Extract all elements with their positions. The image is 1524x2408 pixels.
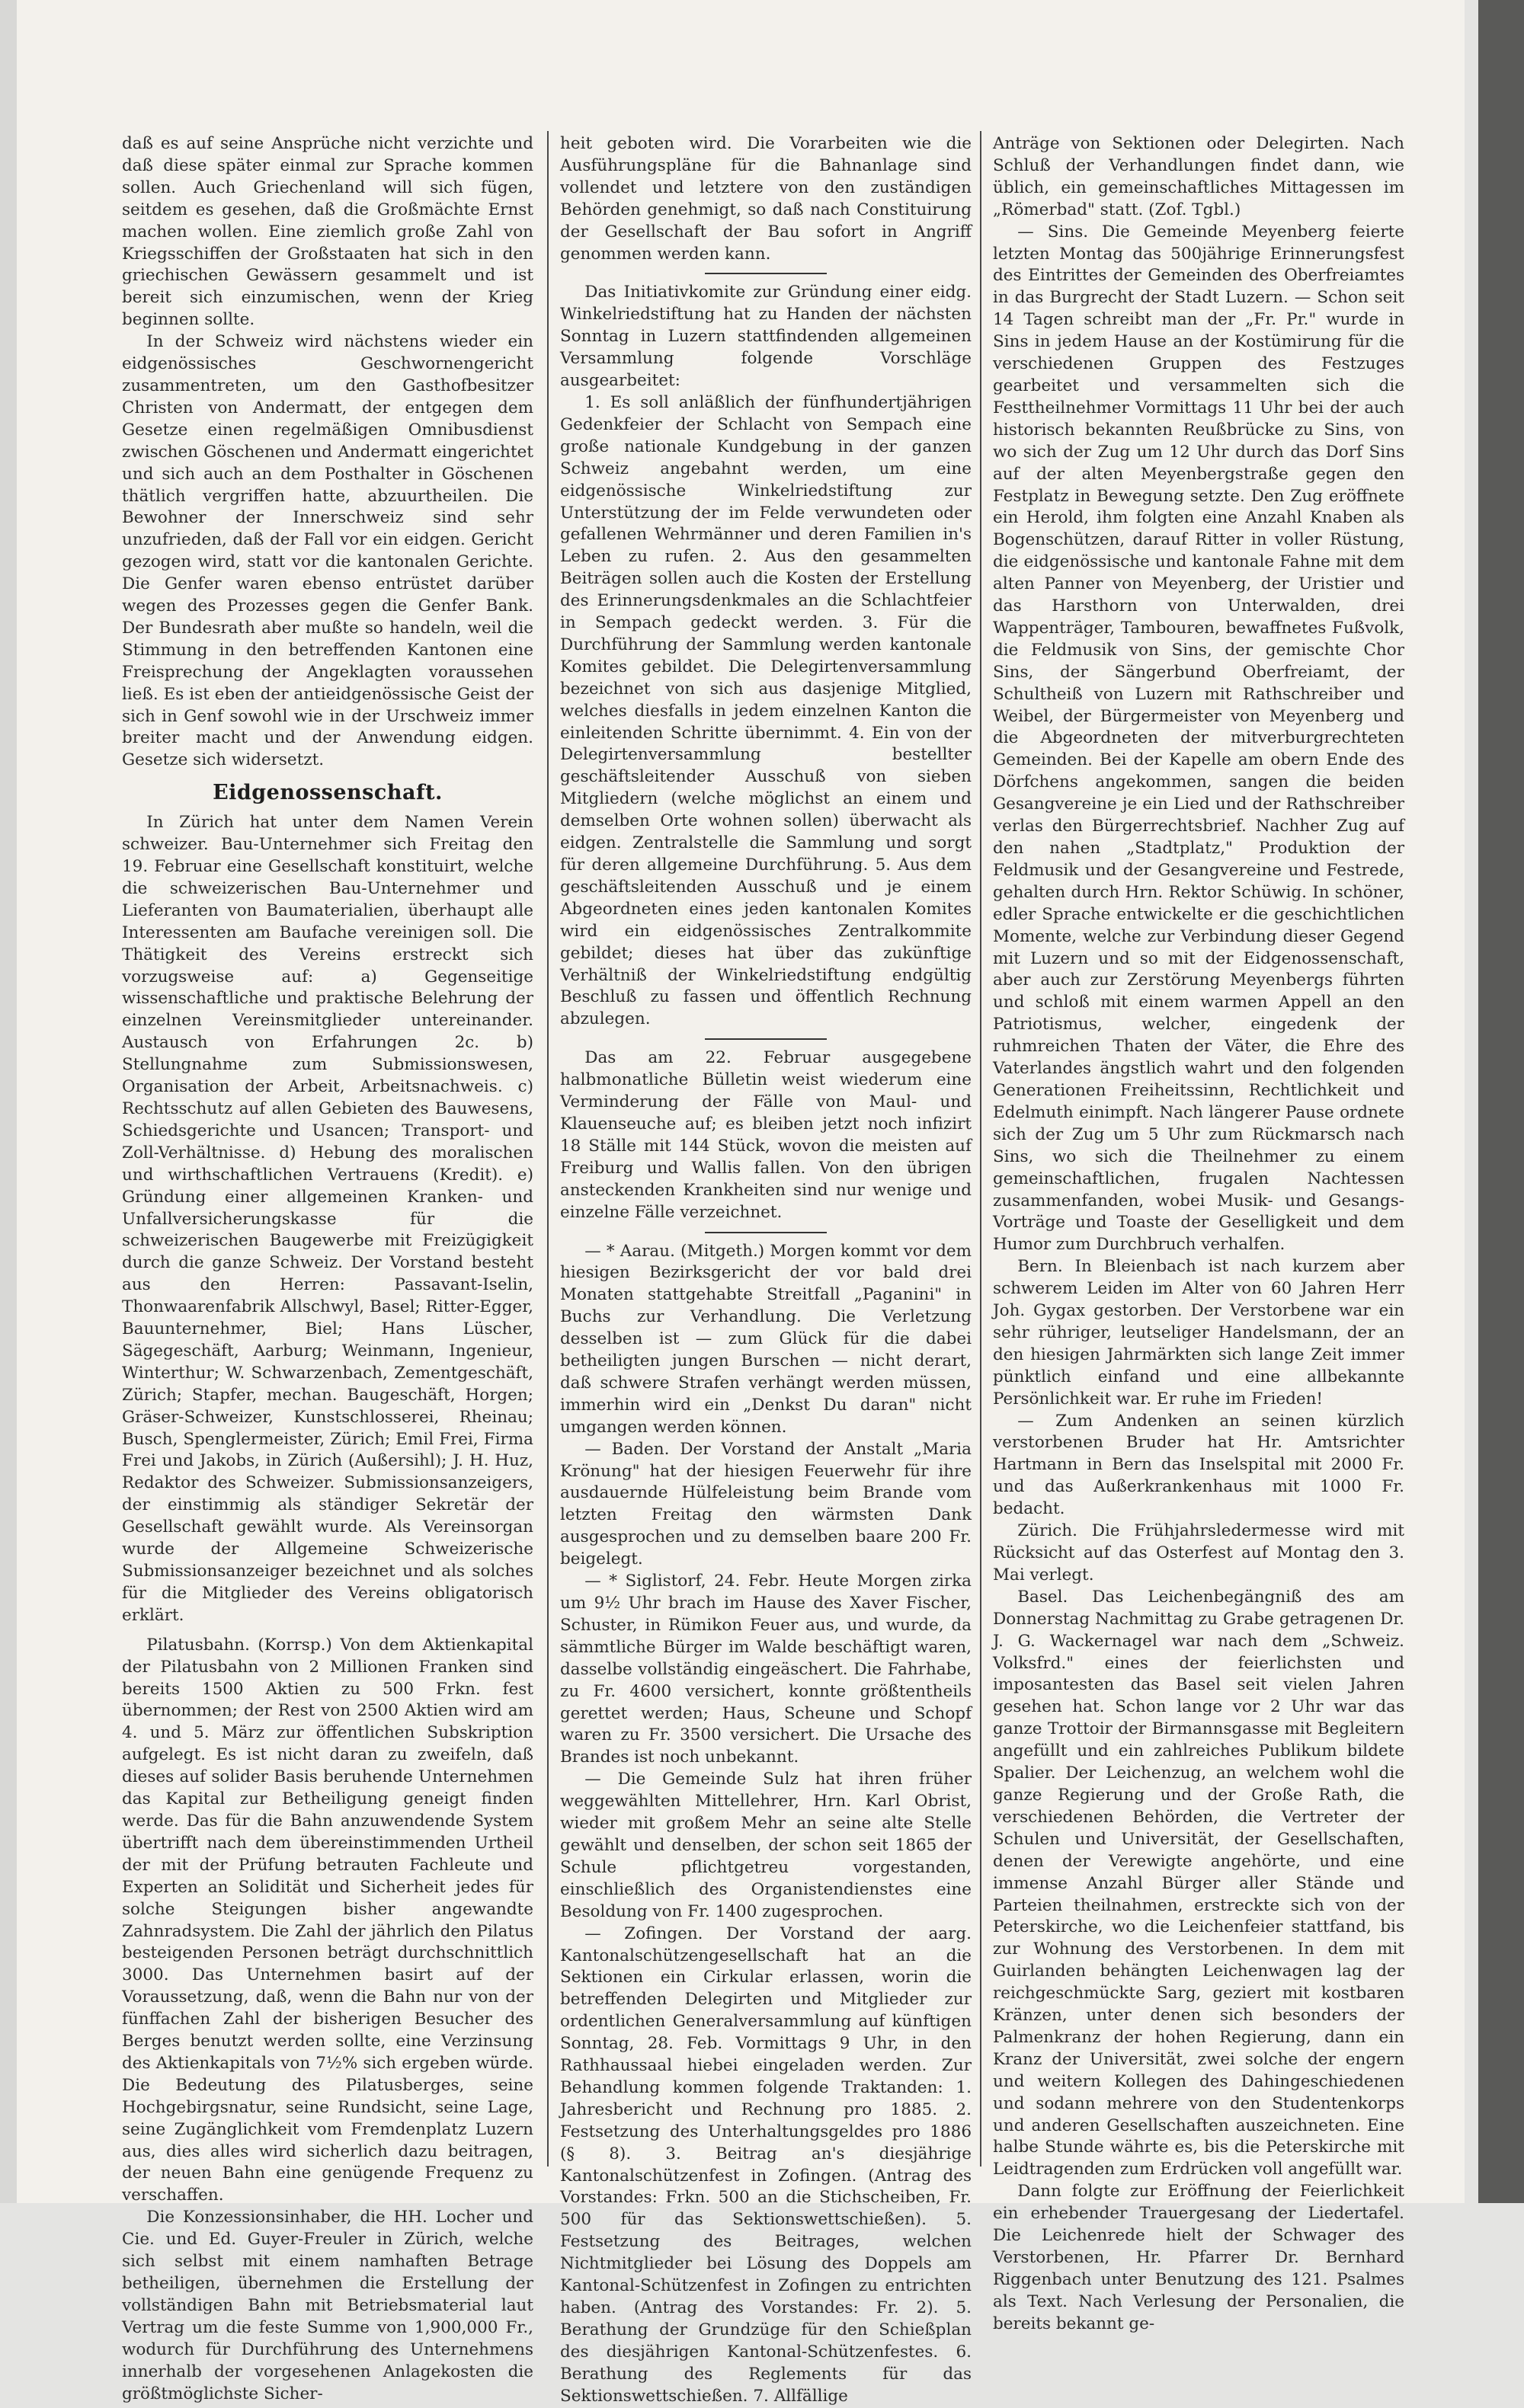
article-paragraph: Dann folgte zur Eröffnung der Feierlichkeit ein erhebender Trauergesang der Liedertafel. Die Leichenrede hielt der Schwager des Verstorbenen, Hr. Pfarrer Dr. Bernhard Riggenbach unter Benutzung des 121. Psalmes als Text. Nach Verlesung der Personalien, die bereits bekannt ge-: [993, 2182, 1404, 2333]
article-separator: [705, 1232, 827, 1233]
article-paragraph: Basel. Das Leichenbegängniß des am Donnerstag Nachmittag zu Grabe getragenen Dr. J. G. Wackernagel war nach dem „Schweiz. Volksfrd." eines der feierlichsten und imposantesten das Basel seit vielen Jahren gesehen hat. Schon lange vor 2 Uhr war das ganze Trottoir der Birmannsgasse mit Begleitern angefüllt und ein zahlreiches Publikum bildete Spalier. Der Leichenzug, an welchem wohl die ganze Regierung und der Große Rath, die verschiedenen Behörden, die Vertreter der Schulen und Universität, der Gesellschaften, denen der Verewigte angehörte, und eine immense Anzahl Bürger aller Stände und Parteien theilnahmen, erstreckte sich von der Peterskirche, wo die Leichenfeier stattfand, bis zur Wohnung des Verstorbenen. In dem mit Guirlanden behängten Leichenwagen lag der reichgeschmückte Sarg, geziert mit kostbaren Kränzen, unter denen sich besonders der Palmenkranz der hohen Regierung, dann ein Kranz der Universität, zwei solche der engern und weitern Kollegen des Dahingeschiedenen und sodann mehrere von den Studentenkorps und anderen Gesellschaften auszeichneten. Eine halbe Stunde währte es, bis die Peterskirche mit Leidtragenden zum Erdrücken voll angefüllt war.: [993, 1587, 1404, 2179]
article-paragraph: — * Siglistorf, 24. Febr. Heute Morgen zirka um 9½ Uhr brach im Hause des Xaver Fischer, Schuster, in Rümikon Feuer aus, und wurde, da sämmtliche Bürger im Walde beschäftigt waren, dasselbe vollständig eingeäschert. Die Fahrhabe, zu Fr. 4600 versichert, konnte größtentheils gerettet werden; Haus, Scheune und Schopf waren zu Fr. 3500 versichert. Die Ursache des Brandes ist noch unbekannt.: [560, 1572, 972, 1767]
column-1: [122, 133, 533, 2403]
scan-right-edge: [1478, 0, 1524, 2203]
column-3: [993, 133, 1404, 2333]
article-paragraph: — Die Gemeinde Sulz hat ihren früher weggewählten Mittellehrer, Hrn. Karl Obrist, wieder mit großem Mehr an seine alte Stelle gewählt und denselben, der schon seit 1865 der Schule pflichtgetreu vorgestanden, einschließlich des Organistendienstes eine Besoldung von Fr. 1400 zugesprochen.: [560, 1770, 972, 1921]
article-paragraph: Anträge von Sektionen oder Delegirten. Nach Schluß der Verhandlungen findet dann, wie üblich, ein gemeinschaftliches Mittagessen im „Römerbad" statt. (Zof. Tgbl.): [993, 134, 1404, 219]
article-paragraph: In Zürich hat unter dem Namen Verein schweizer. Bau-Unternehmer sich Freitag den 19. Februar eine Gesellschaft konstituirt, welche die schweizerischen Bau-Unternehmer und Lieferanten von Baumaterialien, überhaupt alle Interessenten am Baufache vereinigen soll. Die Thätigkeit des Vereins erstreckt sich vorzugsweise auf: a) Gegenseitige wissenschaftliche und praktische Belehrung der einzelnen Vereinsmitglieder untereinander. Austausch von Erfahrungen 2c. b) Stellungnahme zum Submissionswesen, Organisation der Arbeit, Arbeitsnachweis. c) Rechtsschutz auf allen Gebieten des Bauwesens, Schiedsgerichte und Usancen; Transport- und Zoll-Verhältnisse. d) Hebung des moralischen und wirthschaftlichen Vertrauens (Kredit). e) Gründung einer allgemeinen Kranken- und Unfallversicherungskasse für die schweizerischen Baugewerbe mit Freizügigkeit durch die ganze Schweiz. Der Vorstand besteht aus den Herren: Passavant-Iselin, Thonwaarenfabrik Allschwyl, Basel; Ritter-Egger, Bauunternehmer, Biel; Hans Lüscher, Sägegeschäft, Aarburg; Weinmann, Ingenieur, Winterthur; W. Schwarzenbach, Zementgeschäft, Zürich; Stapfer, mechan. Baugeschäft, Horgen; Gräser-Schweizer, Kunstschlosserei, Rheinau; Busch, Spenglermeister, Zürich; Emil Frei, Firma Frei und Jakobs, in Zürich (Außersihl); J. H. Huz, Redaktor des Schweizer. Submissionsanzeigers, der einstimmig als ständiger Sekretär der Gesellschaft gewählt wurde. Als Vereinsorgan wurde der Allgemeine Schweizerische Submissionsanzeiger bezeichnet und als solches für die Mitglieder des Vereins obligatorisch erklärt.: [122, 813, 533, 1625]
article-paragraph: Zürich. Die Frühjahrsledermesse wird mit Rücksicht auf das Osterfest auf Montag den 3. Mai verlegt.: [993, 1521, 1404, 1585]
scan-left-margin: [0, 0, 17, 2203]
column-2: [560, 133, 972, 2406]
column-rule-1: [547, 131, 549, 2167]
article-paragraph: daß es auf seine Ansprüche nicht verzichte und daß diese später einmal zur Sprache kommen sollen. Auch Griechenland will sich fügen, seitdem es gesehen, daß die Großmächte Ernst machen wollen. Eine ziemlich große Zahl von Kriegsschiffen der Großstaaten hat sich in den griechischen Gewässern gesammelt und ist bereit sich einzumischen, wenn der Krieg beginnen sollte.: [122, 134, 533, 330]
article-paragraph: — Sins. Die Gemeinde Meyenberg feierte letzten Montag das 500jährige Erinnerungsfest des Eintrittes der Gemeinden des Oberfreiamtes in das Burgrecht der Stadt Luzern. — Schon seit 14 Tagen schreibt man der „Fr. Pr." wurde in Sins in jedem Hause an der Kostümirung für die verschiedenen Gruppen des Festzuges gearbeitet und versammelten sich die Festtheilnehmer Vormittags 11 Uhr bei der auch historisch bekannten Reußbrücke zu Sins, von wo sich der Zug um 12 Uhr durch das Dorf Sins auf der alten Meyenbergstraße gegen den Festplatz in Bewegung setzte. Den Zug eröffnete ein Herold, ihm folgten eine Anzahl Knaben als Bogenschützen, darauf Ritter in voller Rüstung, die eidgenössische und kantonale Fahne mit dem alten Panner von Meyenberg, der Uristier und das Harsthorn von Unterwalden, drei Wappenträger, Tambouren, bewaffnetes Fußvolk, die Feldmusik von Sins, der gemischte Chor Sins, der Sängerbund Oberfreiamt, der Schultheiß von Luzern mit Rathschreiber und Weibel, der Bürgermeister von Meyenberg und die Abgeordneten der mitverburgrechteten Gemeinden. Bei der Kapelle am obern Ende des Dörfchens angekommen, sangen die beiden Gesangvereine je ein Lied und der Rathschreiber verlas den Bürgerrechtsbrief. Nachher Zug auf den nahen „Stadtplatz," Produktion der Feldmusik und der Gesangvereine und Festrede, gehalten durch Hrn. Rektor Schüwig. In schöner, edler Sprache entwickelte er die geschichtlichen Momente, welche zur Verbindung dieser Gegend mit Luzern und so mit der Eidgenossenschaft, aber auch zur Zerstörung Meyenbergs führten und schloß mit einem warmen Appell an den Patriotismus, welcher, eingedenk der ruhmreichen Thaten der Väter, die Ehre des Vaterlandes ängstlich wahrt und den folgenden Generationen Freiheitssinn, Rechtlichkeit und Edelmuth einimpft. Nach längerer Pause ordnete sich der Zug um 5 Uhr zum Rückmarsch nach Sins, wo sich die Theilnehmer zu einem gemeinschaftlichen, frugalen Nachtessen zusammenfanden, wobei Musik- und Gesangs-Vorträge und Toaste der Geselligkeit und dem Humor zum Durchbruch verhalfen.: [993, 222, 1404, 1255]
article-paragraph: Bern. In Bleienbach ist nach kurzem aber schwerem Leiden im Alter von 60 Jahren Herr Joh. Gygax gestorben. Der Verstorbene war ein sehr rühriger, leutseliger Handelsmann, der an den hiesigen Jahrmärkten sich lange Zeit immer pünktlich einfand und eine allbekannte Persönlichkeit war. Er ruhe im Frieden!: [993, 1257, 1404, 1409]
article-separator: [705, 273, 827, 274]
article-paragraph: Das Initiativkomite zur Gründung einer eidg. Winkelriedstiftung hat zu Handen der nächsten Sonntag in Luzern stattfindenden allgemeinen Versammlung folgende Vorschläge ausgearbeitet:: [560, 283, 972, 391]
article-paragraph: heit geboten wird. Die Vorarbeiten wie die Ausführungspläne für die Bahnanlage sind vollendet und letztere von den zuständigen Behörden genehmigt, so daß nach Constituirung der Gesellschaft der Bau sofort in Angriff genommen werden kann.: [560, 134, 972, 264]
article-separator: [705, 1038, 827, 1040]
section-heading: Eidgenossenschaft.: [213, 781, 443, 805]
article-paragraph: — * Aarau. (Mitgeth.) Morgen kommt vor dem hiesigen Bezirksgericht der vor bald drei Monaten stattgehabte Streitfall „Paganini" in Buchs zur Verhandlung. Die Verletzung desselben ist — zum Glück für die dabei betheiligten jungen Burschen — nicht derart, daß schwere Strafen verhängt werden müssen, immerhin wird ein „Denkst Du daran" nicht umgangen werden können.: [560, 1241, 972, 1437]
article-paragraph: 1. Es soll anläßlich der fünfhundertjährigen Gedenkfeier der Schlacht von Sempach eine große nationale Kundgebung in der ganzen Schweiz angebahnt werden, um eine eidgenössische Winkelriedstiftung zur Unterstützung der im Felde verwundeten oder gefallenen Wehrmänner und deren Familien in's Leben zu rufen. 2. Aus den gesammelten Beiträgen sollen auch die Kosten der Erstellung des Erinnerungsdenkmales an die Schlachtfeier in Sempach gedeckt werden. 3. Für die Durchführung der Sammlung werden kantonale Komites gebildet. Die Delegirtenversammlung bezeichnet von sich aus dasjenige Mitglied, welches diesfalls in jedem einzelnen Kanton die einleitenden Schritte übernimmt. 4. Ein von der Delegirtenversammlung bestellter geschäftsleitender Ausschuß von sieben Mitgliedern (welche möglichst an einem und demselben Orte wohnen sollen) überwacht als eidgen. Zentralstelle die Sammlung und sorgt für deren allgemeine Durchführung. 5. Aus dem geschäftsleitenden Ausschuß und je einem Abgeordneten eines jeden kantonalen Komites wird ein eidgenössisches Zentralkommite gebildet; dieses hat über das zukünftige Verhältniß der Winkelriedstiftung endgültig Beschluß zu fassen und öffentlich Rechnung abzulegen.: [560, 392, 972, 1029]
article-paragraph: Pilatusbahn. (Korrsp.) Von dem Aktienkapital der Pilatusbahn von 2 Millionen Franken sind bereits 1500 Aktien zu 500 Frkn. fest übernommen; der Rest von 2500 Aktien wird am 4. und 5. März zur öffentlichen Subskription aufgelegt. Es ist nicht daran zu zweifeln, daß dieses auf solider Basis beruhende Unternehmen das Kapital zur Betheiligung geneigt finden werde. Das für die Bahn anzuwendende System übertrifft nach dem übereinstimmenden Urtheil der mit der Prüfung betrauten Fachleute und Experten an Solidität und Sicherheit jedes für solche Steigungen bisher angewandte Zahnradsystem. Die Zahl der jährlich den Pilatus besteigenden Personen beträgt durchschnittlich 3000. Das Unternehmen basirt auf der Voraussetzung, daß, wenn die Bahn nur von der fünffachen Zahl der bisherigen Besucher des Berges benutzt werden sollte, eine Verzinsung des Aktienkapitals von 7½% sich ergeben würde. Die Bedeutung des Pilatusberges, seine Hochgebirgsnatur, seine Rundsicht, seine Lage, seine Zugänglichkeit vom Fremdenplatz Luzern aus, dies alles wird sicherlich dazu beitragen, der neuen Bahn eine genügende Frequenz zu verschaffen.: [122, 1635, 533, 2205]
article-paragraph: — Zofingen. Der Vorstand der aarg. Kantonalschützengesellschaft hat an die Sektionen ein Cirkular erlassen, worin die betreffenden Delegirten und Mitglieder zur ordentlichen Generalversammlung auf künftigen Sonntag, 28. Feb. Vormittags 9 Uhr, in den Rathhaussaal hiebei eingeladen werden. Zur Behandlung kommen folgende Traktanden: 1. Jahresbericht und Rechnung pro 1885. 2. Festsetzung des Unterhaltungsgeldes pro 1886 (§ 8). 3. Beitrag an's diesjährige Kantonalschützenfest in Zofingen. (Antrag des Vorstandes: Frkn. 500 an die Stichscheiben, Fr. 500 für das Sektionswettschießen). 5. Festsetzung des Beitrages, welchen Nichtmitglieder bei Lösung des Doppels am Kantonal-Schützenfest in Zofingen zu entrichten haben. (Antrag des Vorstandes: Fr. 2). 5. Berathung der Grundzüge für den Schießplan des diesjährigen Kantonal-Schützenfestes. 6. Berathung des Reglements für das Sektionswettschießen. 7. Allfällige: [560, 1924, 972, 2406]
article-paragraph: In der Schweiz wird nächstens wieder ein eidgenössisches Geschwornengericht zusammentreten, um den Gasthofbesitzer Christen von Andermatt, der entgegen dem Gesetze einen regelmäßigen Omnibusdienst zwischen Göschenen und Andermatt eingerichtet und sich auch an dem Posthalter in Göschenen thätlich vergriffen hatte, abzuurtheilen. Die Bewohner der Innerschweiz sind sehr unzufrieden, daß der Fall vor ein eidgen. Gericht gezogen wird, statt vor die kantonalen Gerichte. Die Genfer waren ebenso entrüstet darüber wegen des Prozesses gegen die Genfer Bank. Der Bundesrath aber mußte so handeln, weil die Stimmung in den betreffenden Kantonen eine Freisprechung der Angeklagten voraussehen ließ. Es ist eben der antieidgenössische Geist der sich in Genf sowohl wie in der Urschweiz immer breiter macht und der Anwendung eidgen. Gesetze sich widersetzt.: [122, 332, 533, 770]
article-paragraph: — Zum Andenken an seinen kürzlich verstorbenen Bruder hat Hr. Amtsrichter Hartmann in Bern das Inselspital mit 2000 Fr. und das Außerkrankenhaus mit 1000 Fr. bedacht.: [993, 1411, 1404, 1519]
article-paragraph: Die Konzessionsinhaber, die HH. Locher und Cie. und Ed. Guyer-Freuler in Zürich, welche sich selbst mit einem namhaften Betrage betheiligen, übernehmen die Erstellung der vollständigen Bahn mit Betriebsmaterial laut Vertrag um die feste Summe von 1,900,000 Fr., wodurch für Durchführung des Unternehmens innerhalb der vorgesehenen Anlagekosten die größtmöglichste Sicher-: [122, 2208, 533, 2403]
column-rule-2: [980, 131, 981, 2167]
article-paragraph: Das am 22. Februar ausgegebene halbmonatliche Bülletin weist wiederum eine Verminderung der Fälle von Maul- und Klauenseuche auf; es bleiben jetzt noch infizirt 18 Ställe mit 144 Stück, wovon die meisten auf Freiburg und Wallis fallen. Von den übrigen ansteckenden Krankheiten sind nur wenige und einzelne Fälle verzeichnet.: [560, 1048, 972, 1222]
article-paragraph: — Baden. Der Vorstand der Anstalt „Maria Krönung" hat der hiesigen Feuerwehr für ihre ausdauernde Hülfeleistung beim Brande vom letzten Freitag den wärmsten Dank ausgesprochen und zu demselben baare 200 Fr. beigelegt.: [560, 1439, 972, 1569]
